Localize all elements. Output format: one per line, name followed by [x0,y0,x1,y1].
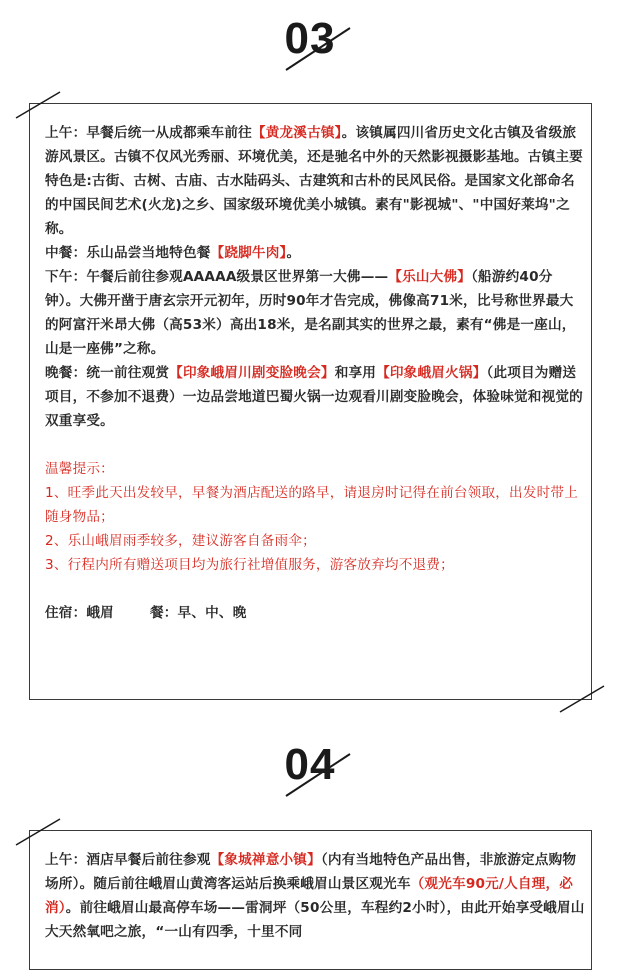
lunch-end: 。 [286,245,301,261]
morning-description: 。该镇属四川省历史文化古镇及省级旅游风景区。古镇不仅风光秀丽、环境优美，还是驰名中外的天然影视摄影基地。古镇主要特色是:古街、古树、古庙、古水陆码头、古建筑和古朴的民风民俗。是国家文化部命名的中国民间艺术(火龙)之乡、国家级环境优美小城镇。素有"影视城"、"中国好莱坞"之称。 [45,125,583,237]
evening-paragraph [45,361,585,433]
afternoon-text: 午餐后前往参观AAAAA级景区世界第一大佛—— [86,269,389,285]
stay-meals-line [45,601,585,625]
afternoon-label: 下午： [45,269,87,285]
morning-label: 上午： [45,852,87,868]
afternoon-description: （船游约40分钟）。大佛开凿于唐玄宗开元初年，历时90年才告完成，佛像高71米，比号称世界最大的阿富汗米昂大佛（高53米）高出18米，是名副其实的世界之最，素有“佛是一座山，山是一座佛”之称。 [45,269,576,357]
meals-info: 餐：早、中、晚 [149,605,247,621]
slash-decoration [284,24,354,74]
lunch-label: 中餐： [45,245,87,261]
day-03-itinerary [45,121,585,625]
morning-paragraph [45,848,585,944]
shuttle-fee-note: （观光车90元/人自理，必消） [45,876,574,916]
dish-qiaojiao-beef: 【跷脚牛肉】 [210,245,287,261]
morning-text: 早餐后统一从成都乘车前往 [86,125,252,141]
morning-description-cont: 。前往峨眉山最高停车场——雷洞坪（50公里，车程约2小时），由此开始享受峨眉山大天然氧吧之旅，“一山有四季，十里不同 [45,900,585,940]
lunch-text: 乐山品尝当地特色餐 [86,245,211,261]
spot-huanglongxi: 【黄龙溪古镇】 [251,125,342,141]
morning-paragraph [45,121,585,241]
corner-slash-bottom-right [558,684,608,714]
slash-decoration [284,750,354,800]
tip-item: 3、行程内所有赠送项目均为旅行社增值服务，游客放弃均不退费； [45,557,454,573]
afternoon-paragraph [45,265,585,361]
corner-slash-top-left [14,90,64,120]
evening-label: 晚餐： [45,365,87,381]
tip-item: 2、乐山峨眉雨季较多，建议游客自备雨伞； [45,533,316,549]
day-number-03: 03 [284,14,336,63]
hotpot-yinxiang: 【印象峨眉火锅】 [376,365,487,381]
spot-xiangcheng-town: 【象城禅意小镇】 [210,852,321,868]
morning-description: （内有当地特色产品出售，非旅游定点购物场所）。随后前往峨眉山黄湾客运站后换乘峨眉山景区观光车 [45,852,577,892]
stay-info: 住宿：峨眉 [45,605,114,621]
day-number-04: 04 [284,740,336,789]
morning-label: 上午： [45,125,87,141]
day-04-itinerary [45,848,585,944]
tip-item: 1、旺季此天出发较早，早餐为酒店配送的路早，请退房时记得在前台领取，出发时带上随身物品； [45,485,579,525]
corner-slash-top-left [14,817,64,847]
lunch-paragraph [45,241,585,265]
morning-text: 酒店早餐后前往参观 [86,852,211,868]
evening-text: 统一前往观赏 [86,365,170,381]
show-face-changing: 【印象峨眉川剧变脸晚会】 [169,365,335,381]
spot-leshan-buddha: 【乐山大佛】 [388,269,472,285]
evening-and: 和享用 [334,365,377,381]
tips-title: 温馨提示： [45,461,114,477]
evening-description: （此项目为赠送项目，不参加不退费）一边品尝地道巴蜀火锅一边观看川剧变脸晚会，体验味觉和视觉的双重享受。 [45,365,583,429]
